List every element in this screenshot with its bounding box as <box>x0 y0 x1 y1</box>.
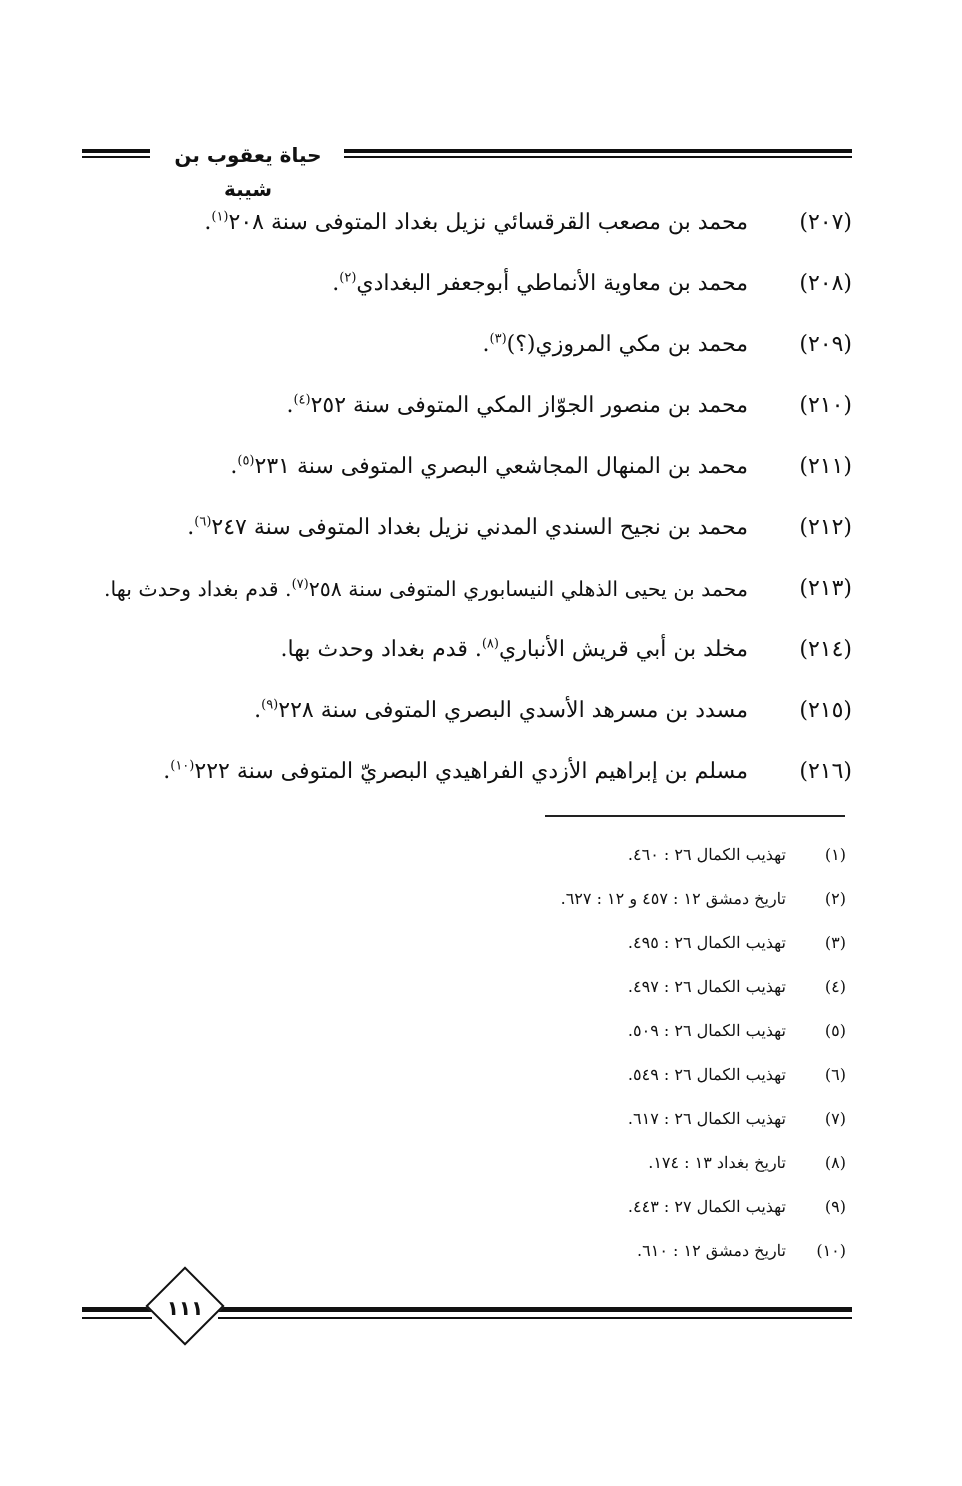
footnote-text: تهذيب الكمال ٢٦ : ٦١٧. <box>627 1109 786 1128</box>
footnote-item <box>300 1102 846 1146</box>
entry-tail: . قدم بغداد وحدث بها. <box>280 637 482 662</box>
entry-tail: . <box>163 759 171 784</box>
footnote-reference: (٢) <box>339 270 357 286</box>
entry-tail: . <box>332 271 340 296</box>
header-rule-right <box>344 149 852 158</box>
footnote-text: تهذيب الكمال ٢٦ : ٤٩٧. <box>627 977 786 996</box>
entry-item <box>100 322 852 383</box>
footnote-reference: (٧) <box>291 577 309 593</box>
entry-item <box>100 505 852 566</box>
entry-text <box>187 505 748 551</box>
footnote-item <box>300 970 846 1014</box>
footer-rule-right <box>218 1307 852 1319</box>
entry-tail: . <box>204 210 212 235</box>
entry-number: (٢١٢) <box>799 515 852 540</box>
entry-item <box>100 688 852 749</box>
footnote-reference: (٦) <box>194 514 212 530</box>
footnote-reference: (٣) <box>489 331 507 347</box>
running-header-title: حياة يعقوب بن شيبة <box>174 143 322 201</box>
entry-text <box>286 383 748 429</box>
entry-number: (٢١٦) <box>799 759 852 784</box>
footnote-reference: (٤) <box>293 392 311 408</box>
footnote-number: (٤) <box>824 977 846 996</box>
footnote-text: تهذيب الكمال ٢٦ : ٥٤٩. <box>627 1065 786 1084</box>
footnote-number: (٨) <box>824 1153 846 1172</box>
entry-body: محمد بن معاوية الأنماطي أبوجعفر البغدادي <box>356 271 748 296</box>
footnote-reference: (٨) <box>481 636 499 652</box>
entry-body: محمد بن يحيى الذهلي النيسابوري المتوفى سنة ٢٥٨ <box>308 577 748 601</box>
entry-item <box>100 566 852 627</box>
page-footer <box>82 1268 852 1358</box>
entry-number: (٢١٠) <box>799 393 852 418</box>
entry-number: (٢١٤) <box>799 637 852 662</box>
entry-body: محمد بن نجيح السندي المدني نزيل بغداد المتوفى سنة ٢٤٧ <box>211 515 748 540</box>
footnote-number: (١) <box>824 845 846 864</box>
entry-item <box>100 627 852 688</box>
entry-item <box>100 749 852 810</box>
footnote-reference: (١) <box>211 209 229 225</box>
footnote-number: (٢) <box>824 889 846 908</box>
entry-body: مخلد بن أبي قريش الأنباري <box>498 637 748 662</box>
footnote-number: (٣) <box>824 933 846 952</box>
footnote-text: تهذيب الكمال ٢٧ : ٤٤٣. <box>627 1197 786 1216</box>
footnote-text: تاريخ دمشق ١٢ : ٦١٠. <box>637 1241 786 1260</box>
entry-list <box>100 200 852 810</box>
footnote-item <box>300 882 846 926</box>
entry-number: (٢٠٩) <box>799 332 852 357</box>
entry-text <box>204 200 748 246</box>
footnote-number: (١٠) <box>816 1241 846 1260</box>
footnote-text: تهذيب الكمال ٢٦ : ٤٦٠. <box>627 845 786 864</box>
footnote-item <box>300 1146 846 1190</box>
entry-tail: . <box>286 393 294 418</box>
footnote-text: تاريخ بغداد ١٣ : ١٧٤. <box>648 1153 786 1172</box>
footnote-item <box>300 838 846 882</box>
entry-number: (٢٠٧) <box>799 210 852 235</box>
footnote-separator <box>545 815 845 817</box>
entry-item <box>100 261 852 322</box>
entry-number: (٢٠٨) <box>799 271 852 296</box>
footnote-number: (٩) <box>824 1197 846 1216</box>
entry-text <box>163 749 748 795</box>
entry-number: (٢١٥) <box>799 698 852 723</box>
footnote-number: (٥) <box>824 1021 846 1040</box>
entry-tail: . <box>187 515 195 540</box>
footnote-item <box>300 1058 846 1102</box>
entry-tail: . <box>254 698 262 723</box>
entry-text <box>332 261 748 307</box>
entry-body: مسدد بن مسرهد الأسدي البصري المتوفى سنة ٢٢٨ <box>278 698 748 723</box>
entry-body: محمد بن مكي المروزي(؟) <box>506 332 748 357</box>
running-header <box>82 138 852 201</box>
page-number: ١١١ <box>166 1296 204 1320</box>
entry-text <box>483 322 749 368</box>
entry-body: مسلم بن إبراهيم الأزدي الفراهيدي البصريّ المتوفى سنة ٢٢٢ <box>194 759 748 784</box>
footnote-text: تهذيب الكمال ٢٦ : ٤٩٥. <box>627 933 786 952</box>
footnote-list <box>300 838 846 1278</box>
footnote-number: (٧) <box>824 1109 846 1128</box>
entry-tail: . <box>230 454 238 479</box>
footer-rule-left <box>82 1307 152 1319</box>
entry-body: محمد بن مصعب القرقسائي نزيل بغداد المتوفى سنة ٢٠٨ <box>228 210 748 235</box>
footnote-item <box>300 1190 846 1234</box>
entry-text <box>230 444 748 490</box>
entry-number: (٢١١) <box>799 454 852 479</box>
footnote-item <box>300 1014 846 1058</box>
footnote-reference: (٥) <box>237 453 255 469</box>
footnote-reference: (٩) <box>261 697 279 713</box>
footnote-item <box>300 926 846 970</box>
entry-tail: . <box>482 332 490 357</box>
footnote-reference: (١٠) <box>170 758 195 774</box>
entry-text <box>254 688 748 734</box>
entry-number: (٢١٣) <box>799 576 852 601</box>
entry-item <box>100 444 852 505</box>
footnote-number: (٦) <box>824 1065 846 1084</box>
entry-item <box>100 200 852 261</box>
footnote-text: تهذيب الكمال ٢٦ : ٥٠٩. <box>627 1021 786 1040</box>
entry-text <box>281 627 748 673</box>
entry-tail: . قدم بغداد وحدث بها. <box>103 577 292 601</box>
entry-body: محمد بن منصور الجوّاز المكي المتوفى سنة ٢٥٢ <box>310 393 748 418</box>
entry-item <box>100 383 852 444</box>
entry-text <box>104 566 748 612</box>
header-rule-left <box>82 149 150 158</box>
entry-body: محمد بن المنهال المجاشعي البصري المتوفى سنة ٢٣١ <box>254 454 748 479</box>
footnote-text: تاريخ دمشق ١٢ : ٤٥٧ و ١٢ : ٦٢٧. <box>560 889 786 908</box>
